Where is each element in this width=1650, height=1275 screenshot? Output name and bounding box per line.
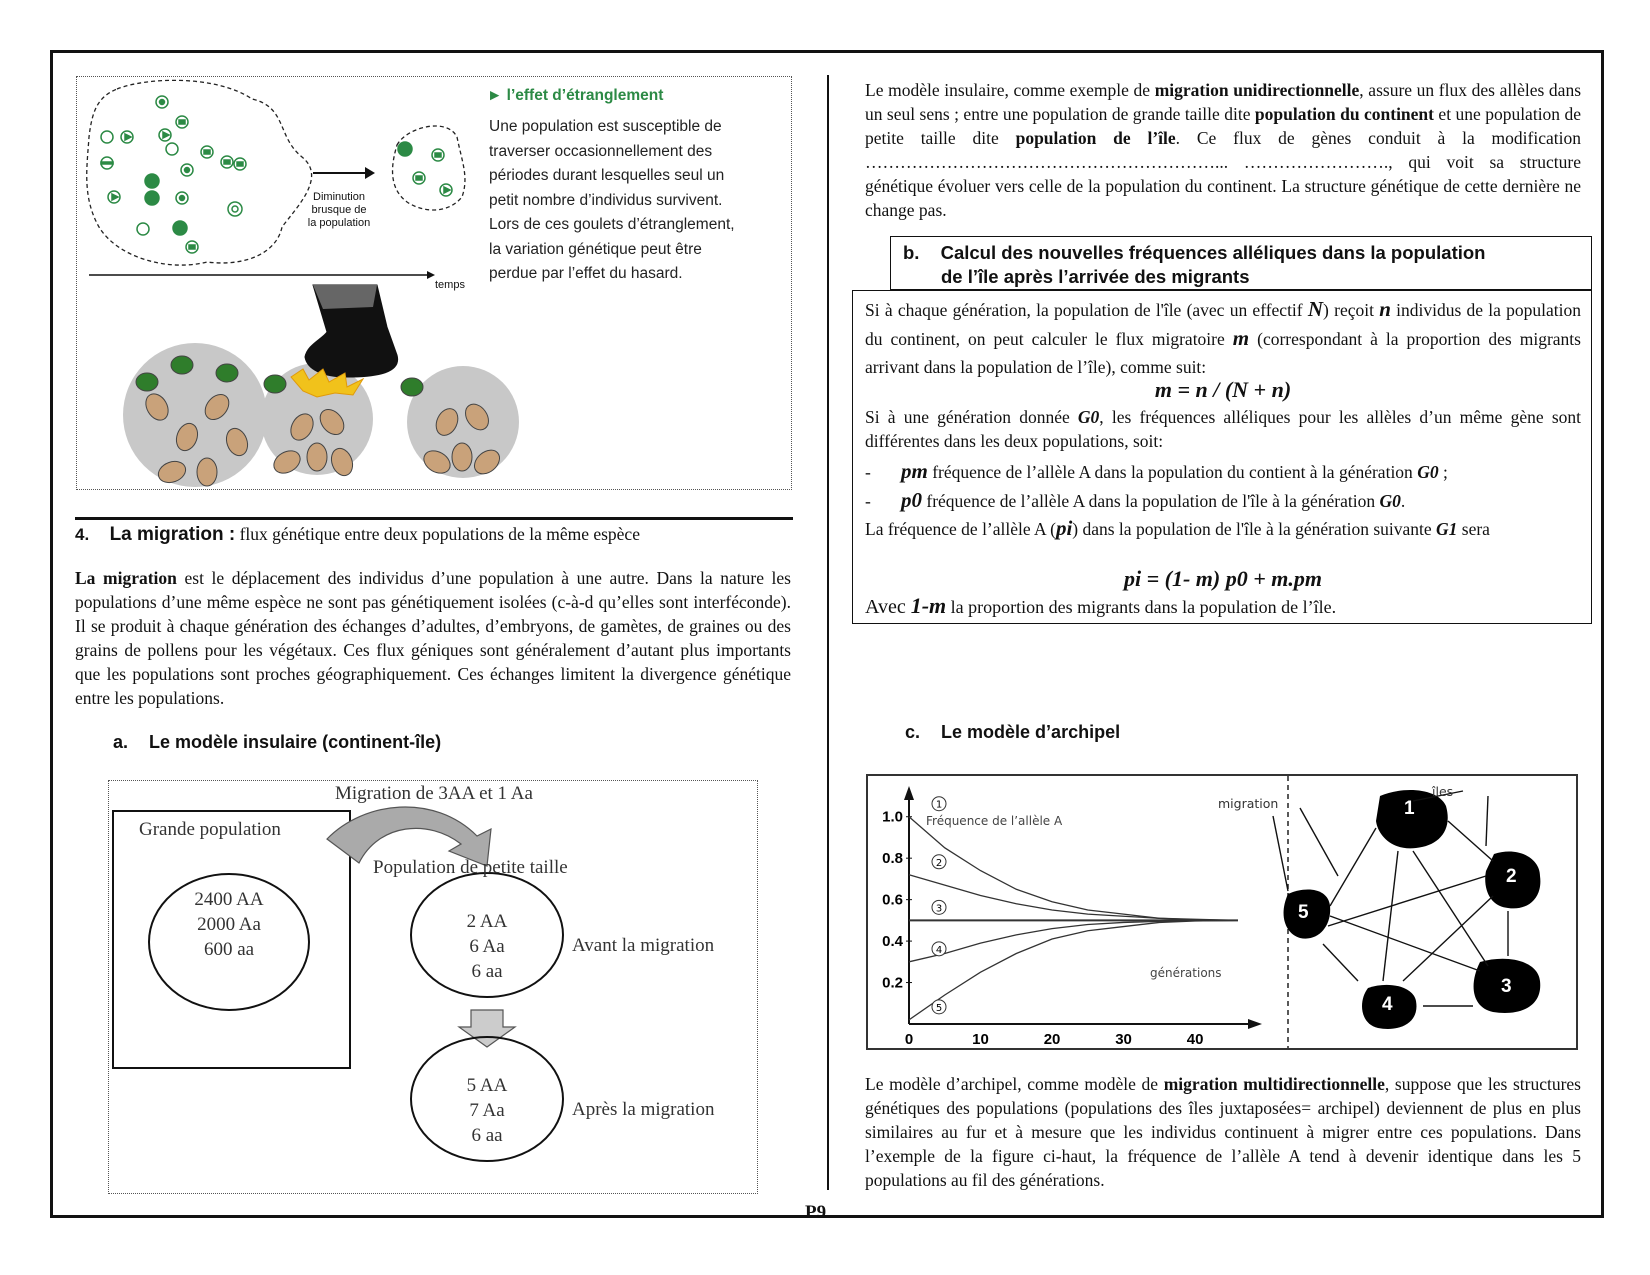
b-text: individus de la population du continent, on peut calculer le flux migratoire (865, 300, 1581, 349)
reduction-label-line: Diminution (313, 191, 365, 203)
b-text: La fréquence de l’allèle A ( (865, 519, 1056, 539)
section-c-letter: c. (905, 722, 921, 742)
section-b-box (852, 290, 1592, 624)
b-text: fréquence de l’allèle A dans la population de l'île à la génération (922, 491, 1380, 511)
b-text: Si à chaque génération, la population de l'île (avec un effectif (865, 300, 1308, 320)
frequency-list (865, 457, 1581, 515)
bottleneck-line: Lors de ces goulets d’étranglement, (489, 216, 735, 233)
b-symbol: n (1379, 297, 1391, 321)
b-symbol: G0 (1417, 462, 1439, 482)
genotype-count: 600 aa (203, 939, 255, 960)
series-label: 3 (935, 903, 943, 915)
y-tick-label: 0.2 (882, 974, 903, 992)
island-label: 2 (1506, 866, 1517, 887)
after-counts (427, 1073, 547, 1148)
y-tick-label: 0.8 (882, 850, 903, 868)
b-text: sera (1457, 519, 1490, 539)
survivor-dots (398, 142, 452, 196)
x-tick-label: 10 (972, 1031, 989, 1048)
reduction-label (299, 191, 379, 230)
intro-bold: population de l’île (1015, 128, 1176, 148)
section-b-heading (903, 241, 1485, 289)
bottleneck-line: perdue par l’effet du hasard. (489, 265, 683, 282)
intro-text: . Ce flux de gènes conduit à la modification ……………………………………………………... ……………………., qui voit sa structure génétique évoluer vers celle de la population du continent. La structure génétique de cette dernière ne change pas. (865, 128, 1581, 220)
b-text: ) reçoit (1323, 300, 1380, 320)
bottleneck-line: la variation génétique peut être (489, 240, 702, 258)
before-counts (427, 909, 547, 984)
b-text: fréquence de l’allèle A dans la population du contient à la génération (927, 462, 1418, 482)
genotype-count: 2400 AA (194, 889, 264, 910)
formula-pi: pi = (1- m) p0 + m.pm (1124, 566, 1322, 591)
section4-title: La migration : (109, 524, 236, 545)
y-tick-label: 0.6 (882, 891, 903, 909)
time-label: temps (435, 279, 465, 291)
series-label: 4 (935, 944, 943, 956)
section-b-paragraph-2 (865, 405, 1581, 453)
intro-bold: migration unidirectionnelle (1154, 80, 1360, 100)
genotype-count: 2000 Aa (197, 914, 261, 935)
bottleneck-line: périodes durant lesquelles seul un (489, 167, 725, 184)
iles-label: îles (1432, 784, 1454, 799)
bottleneck-text (489, 115, 735, 287)
migration-arrow-label: Migration de 3AA et 1 Aa (335, 783, 533, 804)
down-arrow (459, 1010, 515, 1047)
archipel-text: Le modèle d’archipel, comme modèle de (865, 1074, 1164, 1094)
b-symbol: m (1232, 326, 1250, 350)
b-symbol: pm (901, 459, 928, 483)
section4-heading (75, 524, 793, 546)
migration-label: migration (1218, 796, 1279, 811)
section-b-letter: b. (903, 242, 920, 263)
after-label: Après la migration (572, 1099, 715, 1120)
large-population-outline (87, 80, 312, 265)
island-label: 3 (1501, 976, 1512, 997)
section-b-paragraph-3 (865, 515, 1581, 542)
small-population-title: Population de petite taille (373, 857, 568, 878)
y-tick-label: 0.4 (882, 933, 903, 951)
intro-text: et une population de petite taille dite (865, 104, 1582, 148)
section-b-title-line: Calcul des nouvelles fréquences alléliques dans la population (940, 242, 1486, 263)
intro-bold: population du continent (1254, 104, 1434, 124)
reduction-arrow (313, 167, 375, 179)
genotype-count: 7 Aa (469, 1100, 505, 1121)
beetle-jars (123, 285, 519, 487)
genotype-count: 6 aa (471, 1125, 503, 1146)
series-label: 1 (935, 799, 943, 811)
series-label: 2 (935, 857, 943, 869)
b-symbol: G0 (1077, 407, 1100, 427)
archipel-paragraph (865, 1072, 1581, 1192)
before-label: Avant la migration (572, 935, 715, 956)
section-b-heading-box (890, 236, 1592, 290)
page-number: P9 (805, 1202, 827, 1223)
population-dots (101, 96, 246, 253)
section4-subtitle: flux génétique entre deux populations de la même espèce (239, 524, 640, 544)
archipel-bold: migration multidirectionnelle (1163, 1074, 1385, 1094)
section-b-title-line: de l’île après l’arrivée des migrants (941, 266, 1250, 287)
genotype-count: 6 aa (471, 961, 503, 982)
series-line-1 (909, 817, 1238, 921)
reduction-label-line: brusque de (311, 204, 367, 216)
section-a-heading (113, 732, 441, 753)
b-symbol: pi (1055, 516, 1073, 540)
bottleneck-line: Une population est susceptible de (489, 118, 722, 135)
intro-text: , assure un flux des allèles dans un seul sens ; entre une population de grande taille dite (865, 80, 1581, 124)
formula-m: m = n / (N + n) (1154, 377, 1292, 402)
bottleneck-line: petit nombre d’individus survivent. (489, 191, 723, 209)
section-a-letter: a. (113, 732, 129, 752)
archipel-figure (866, 774, 1578, 1050)
x-tick-label: 0 (904, 1031, 914, 1048)
bottleneck-figure (76, 76, 792, 490)
island-label: 5 (1298, 902, 1309, 923)
b-text: ; (1438, 462, 1448, 482)
insular-model-paragraph (865, 78, 1581, 222)
section4-para-bold: La migration (75, 568, 177, 588)
intro-text: Le modèle insulaire, comme exemple de (865, 80, 1155, 100)
large-population-title: Grande population (139, 819, 281, 840)
series-line-2 (909, 875, 1238, 921)
x-axis-arrow (1248, 1019, 1262, 1029)
x-tick-label: 20 (1043, 1031, 1061, 1048)
series-line-4 (909, 920, 1238, 961)
list-item: - p0 fréquence de l’allèle A dans la population de l'île à la génération G0. (865, 488, 1406, 512)
island-label: 4 (1382, 994, 1393, 1015)
genotype-count: 5 AA (466, 1075, 508, 1096)
section4-paragraph (75, 566, 791, 710)
chart-title: Fréquence de l’allèle A (926, 814, 1063, 828)
list-item: - pm fréquence de l’allèle A dans la population du contient à la génération G0 ; (865, 459, 1448, 483)
section4-number: 4. (75, 525, 90, 544)
archipel-text: , suppose que les structures génétiques des populations (populations des îles juxtaposées= archipel) deviennent de plus en plus similaires au fur et à mesure que les individus continuent à migrer entre ces populations. Dans l’exemple de la figure ci-haut, la fréquence de l’allèle A tend à devenir identique dans les 5 populations au fil des générations. (865, 1074, 1581, 1190)
section-b-paragraph-4 (865, 593, 1336, 619)
section-a-title: Le modèle insulaire (continent-île) (149, 732, 442, 752)
section4-para-text: est le déplacement des individus d’une population à une autre. Dans la nature les populations d’une même espèce ne sont pas génétiquement isolées (c-à-d qu’elles sont interféconde). Il se produit à chaque génération des échanges d’adultes, d’embryons, de gamètes, de graines ou des grains de pollens pour les végétaux. Ces flux géniques sont généralement d’autant plus importants que les populations sont proches géographiquement. Ces échanges limitent la divergence génétique entre les populations. (75, 568, 791, 708)
b-symbol: N (1307, 297, 1324, 321)
y-tick-label: 1.0 (882, 808, 903, 826)
b-symbol: 1-m (910, 593, 947, 618)
b-text: (correspondant à la proportion des migrants arrivant dans la population de l’île), comme suit: (865, 329, 1581, 377)
b-text: . (1400, 491, 1406, 511)
column-divider (827, 75, 829, 1190)
b-text: ) dans la population de l'île à la génération suivante (1072, 519, 1437, 539)
x-tick-label: 40 (1186, 1031, 1204, 1048)
section-c-heading (905, 722, 1120, 743)
b-text: Avec (865, 596, 911, 618)
genotype-count: 2 AA (466, 911, 508, 932)
y-axis-arrow (904, 786, 914, 800)
section-rule (75, 517, 793, 520)
b-text: Si à une génération donnée (865, 407, 1078, 427)
b-symbol: G0 (1379, 491, 1401, 511)
b-symbol: p0 (901, 488, 922, 512)
section-b-paragraph-1 (865, 295, 1581, 381)
x-tick-label: 30 (1115, 1031, 1132, 1048)
reduction-label-line: la population (307, 217, 371, 229)
genotype-count: 6 Aa (469, 936, 505, 957)
bottleneck-line: traverser occasionnellement des (489, 142, 713, 160)
large-population-counts (149, 887, 309, 962)
migration-figure (108, 780, 758, 1194)
section-c-title: Le modèle d’archipel (941, 722, 1121, 742)
b-text: la proportion des migrants dans la population de l’île. (946, 597, 1337, 617)
x-axis-label: générations (1150, 966, 1222, 980)
island-label: 1 (1404, 798, 1415, 819)
small-population-outline (393, 126, 465, 210)
series-label: 5 (935, 1002, 943, 1014)
b-text: , les fréquences alléliques pour les allèles d’un même gène sont différentes dans les deux populations, soit: (865, 407, 1581, 451)
bottleneck-title: ► l’effet d’étranglement (487, 87, 664, 104)
time-axis (89, 271, 435, 279)
b-symbol: G1 (1436, 519, 1458, 539)
